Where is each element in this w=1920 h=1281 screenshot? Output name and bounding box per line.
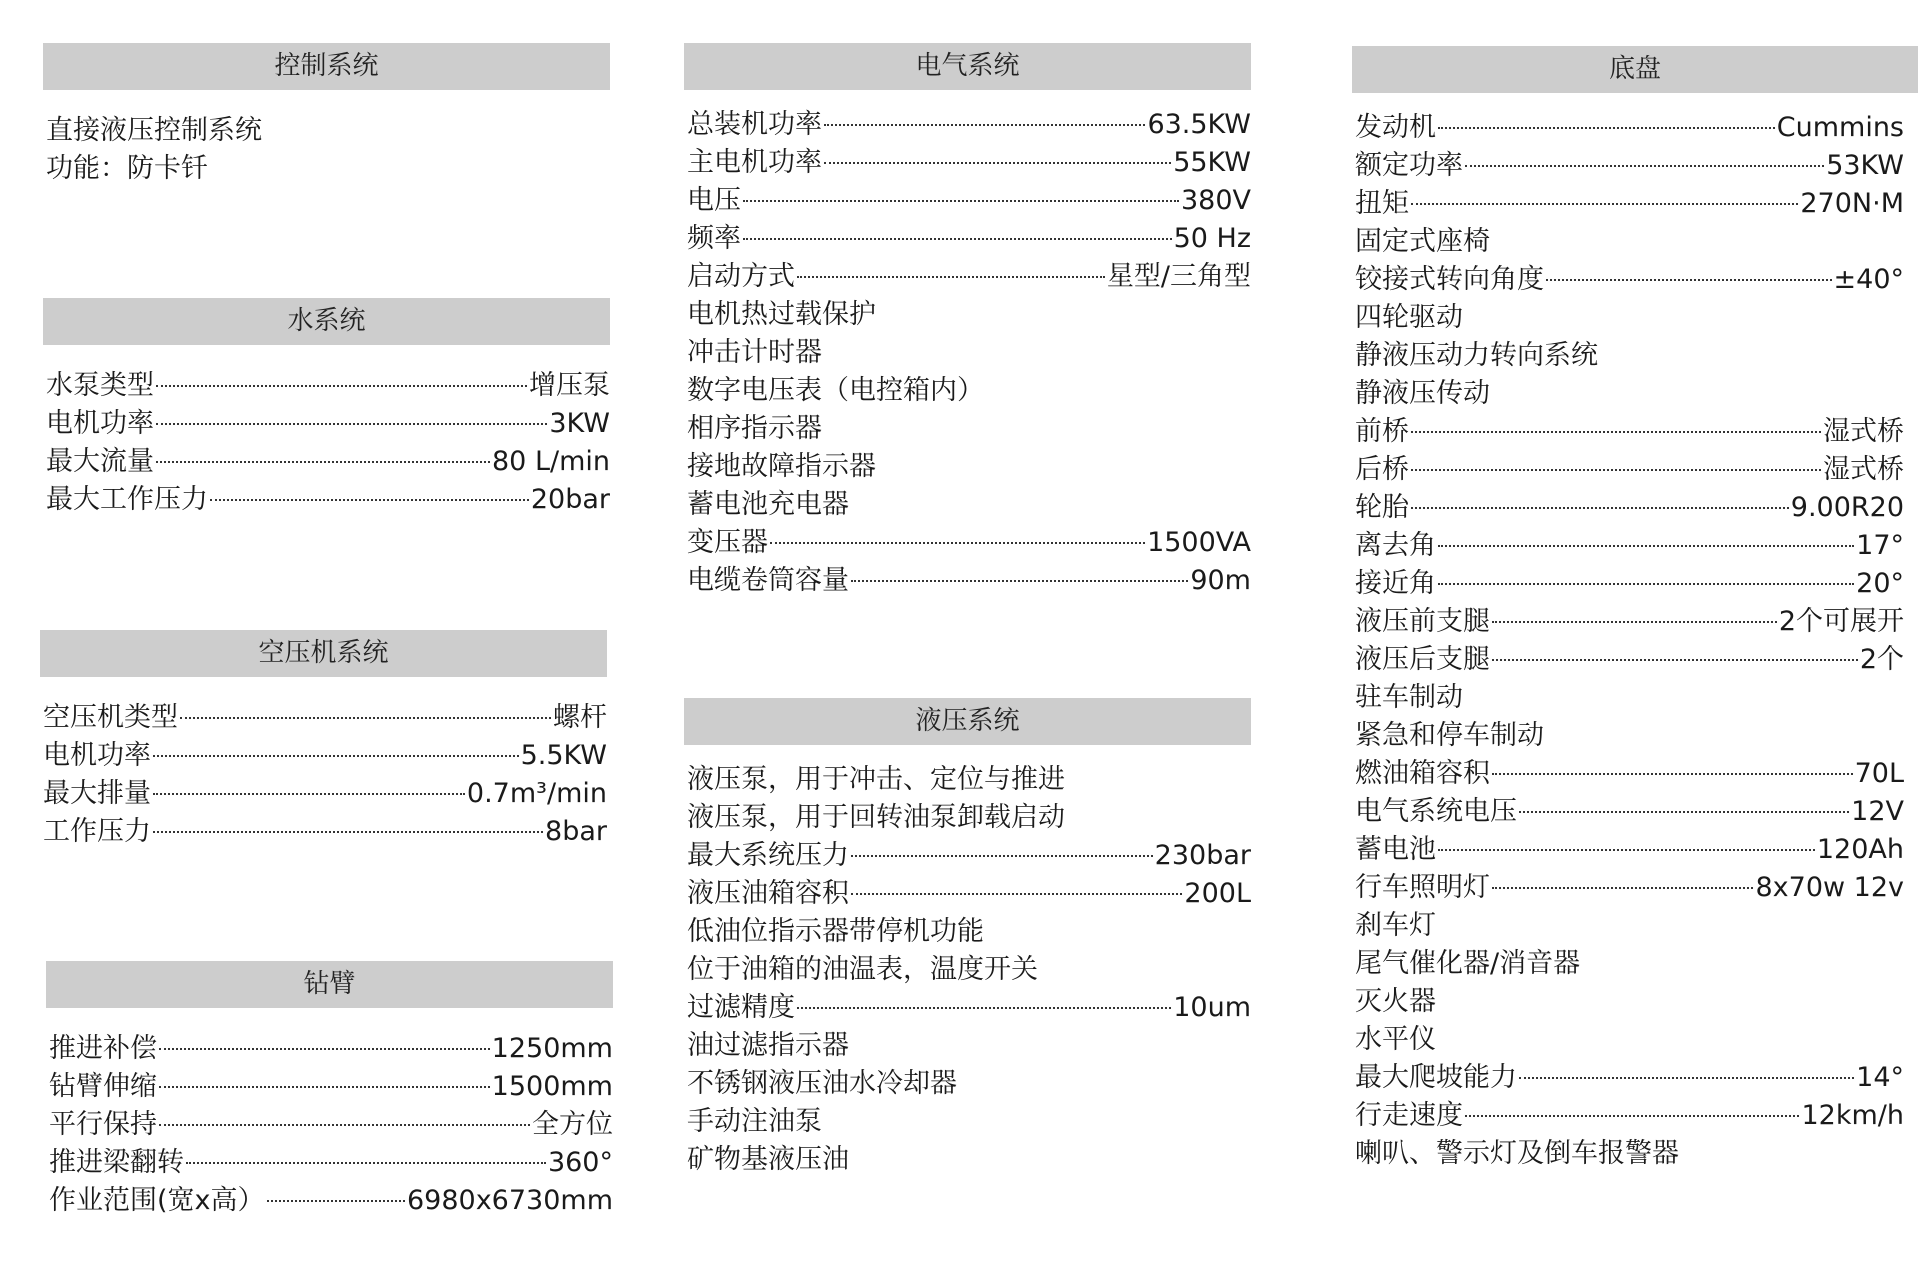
- spec-label: 最大流量: [46, 446, 154, 477]
- electric-system-specs: [684, 106, 1251, 600]
- spec-row: [1355, 717, 1904, 755]
- spec-label: 电机功率: [43, 740, 151, 771]
- dot-leader: [156, 461, 490, 463]
- spec-row: [687, 410, 1251, 448]
- spec-label: 低油位指示器带停机功能: [687, 916, 984, 947]
- spec-row: [687, 837, 1251, 875]
- dot-leader: [156, 423, 547, 425]
- dot-leader: [267, 1200, 405, 1202]
- spec-label: 接近角: [1355, 568, 1436, 599]
- spec-label: 主电机功率: [687, 147, 822, 178]
- spec-row: [1355, 299, 1904, 337]
- spec-label: 钻臂伸缩: [49, 1071, 157, 1102]
- spec-row: [687, 144, 1251, 182]
- spec-label: 启动方式: [687, 261, 795, 292]
- spec-row: [1355, 831, 1904, 869]
- spec-row: [1355, 413, 1904, 451]
- spec-label: 水泵类型: [46, 370, 154, 401]
- spec-value: 20bar: [530, 484, 610, 515]
- spec-label: 液压前支腿: [1355, 606, 1490, 637]
- spec-row: [49, 1068, 613, 1106]
- spec-label: 空压机类型: [43, 702, 178, 733]
- dot-leader: [1492, 621, 1777, 623]
- hydraulic-system-specs: [684, 761, 1251, 1179]
- dot-leader: [851, 893, 1182, 895]
- spec-row: [46, 405, 610, 443]
- spec-row: [46, 150, 610, 188]
- spec-value: 湿式桥: [1823, 416, 1904, 447]
- spec-label: 冲击计时器: [687, 337, 822, 368]
- spec-row: [687, 372, 1251, 410]
- chassis-specs: [1352, 109, 1918, 1173]
- chassis-section: [1352, 46, 1918, 1173]
- spec-row: [687, 875, 1251, 913]
- spec-label: 固定式座椅: [1355, 226, 1490, 257]
- spec-label: 蓄电池充电器: [687, 489, 849, 520]
- spec-row: [1355, 337, 1904, 375]
- spec-row: [687, 182, 1251, 220]
- spec-value: Cummins: [1776, 112, 1904, 143]
- boom-section: [46, 961, 613, 1220]
- spec-value: 20°: [1856, 568, 1904, 599]
- spec-label: 最大爬坡能力: [1355, 1062, 1517, 1093]
- dot-leader: [186, 1162, 546, 1164]
- dot-leader: [824, 124, 1145, 126]
- spec-value: 53KW: [1826, 150, 1904, 181]
- spec-value: 230bar: [1154, 840, 1251, 871]
- spec-row: [687, 1141, 1251, 1179]
- spec-label: 电压: [687, 185, 741, 216]
- chassis-header: 底盘: [1352, 46, 1918, 93]
- spec-value: 8x70w 12v: [1755, 872, 1904, 903]
- spec-row: [1355, 375, 1904, 413]
- dot-leader: [1438, 583, 1854, 585]
- water-system-section: [43, 298, 610, 519]
- spec-label: 油过滤指示器: [687, 1030, 849, 1061]
- spec-row: [1355, 983, 1904, 1021]
- air-compressor-section: [40, 630, 607, 851]
- spec-label: 变压器: [687, 527, 768, 558]
- spec-label: 后桥: [1355, 454, 1409, 485]
- spec-label: 蓄电池: [1355, 834, 1436, 865]
- spec-label: 液压后支腿: [1355, 644, 1490, 675]
- spec-value: 380V: [1180, 185, 1251, 216]
- spec-value: 200L: [1184, 878, 1251, 909]
- dot-leader: [159, 1086, 490, 1088]
- spec-value: 80 L/min: [492, 446, 610, 477]
- dot-leader: [1465, 165, 1824, 167]
- spec-row: [1355, 451, 1904, 489]
- dot-leader: [1438, 545, 1854, 547]
- spec-row: [687, 448, 1251, 486]
- spec-value: 2个: [1859, 644, 1904, 675]
- spec-label: 液压泵，用于冲击、定位与推进: [687, 764, 1065, 795]
- spec-label: 驻车制动: [1355, 682, 1463, 713]
- dot-leader: [1438, 849, 1815, 851]
- dot-leader: [159, 1048, 490, 1050]
- dot-leader: [797, 276, 1105, 278]
- water-system-header: 水系统: [43, 298, 610, 345]
- spec-value: 1500mm: [491, 1071, 613, 1102]
- dot-leader: [180, 717, 551, 719]
- spec-row: [687, 486, 1251, 524]
- spec-label: 液压油箱容积: [687, 878, 849, 909]
- spec-value: 14°: [1856, 1062, 1904, 1093]
- dot-leader: [1411, 203, 1798, 205]
- electric-system-section: [684, 43, 1251, 600]
- spec-row: [43, 737, 607, 775]
- control-system-header: 控制系统: [43, 43, 610, 90]
- spec-label: 电气系统电压: [1355, 796, 1517, 827]
- dot-leader: [210, 499, 529, 501]
- spec-row: [687, 989, 1251, 1027]
- spec-row: [1355, 565, 1904, 603]
- dot-leader: [1411, 469, 1821, 471]
- spec-value: 2个可展开: [1778, 606, 1904, 637]
- spec-value: 360°: [547, 1147, 613, 1178]
- hydraulic-system-section: [684, 698, 1251, 1179]
- spec-label: 位于油箱的油温表，温度开关: [687, 954, 1038, 985]
- dot-leader: [156, 385, 527, 387]
- spec-row: [46, 367, 610, 405]
- spec-row: [1355, 185, 1904, 223]
- spec-value: ±40°: [1833, 264, 1904, 295]
- spec-label: 尾气催化器/消音器: [1355, 948, 1581, 979]
- air-compressor-specs: [40, 699, 607, 851]
- spec-row: [43, 699, 607, 737]
- spec-row: [1355, 223, 1904, 261]
- spec-row: [49, 1030, 613, 1068]
- spec-label: 行走速度: [1355, 1100, 1463, 1131]
- dot-leader: [770, 542, 1145, 544]
- spec-value: 10um: [1173, 992, 1251, 1023]
- spec-row: [1355, 603, 1904, 641]
- spec-row: [687, 799, 1251, 837]
- spec-row: [687, 334, 1251, 372]
- spec-row: [49, 1144, 613, 1182]
- spec-label: 静液压动力转向系统: [1355, 340, 1598, 371]
- spec-label: 最大排量: [43, 778, 151, 809]
- spec-value: 1250mm: [491, 1033, 613, 1064]
- dot-leader: [1519, 1077, 1854, 1079]
- dot-leader: [1492, 659, 1858, 661]
- spec-row: [687, 951, 1251, 989]
- spec-value: 增压泵: [529, 370, 610, 401]
- electric-system-header: 电气系统: [684, 43, 1251, 90]
- spec-value: 12km/h: [1801, 1100, 1904, 1131]
- spec-value: 70L: [1854, 758, 1904, 789]
- spec-value: 90m: [1190, 565, 1251, 596]
- spec-row: [1355, 527, 1904, 565]
- spec-label: 发动机: [1355, 112, 1436, 143]
- spec-row: [1355, 489, 1904, 527]
- spec-value: 0.7m³/min: [466, 778, 607, 809]
- dot-leader: [824, 162, 1171, 164]
- dot-leader: [1492, 887, 1753, 889]
- spec-label: 灭火器: [1355, 986, 1436, 1017]
- spec-row: [687, 1065, 1251, 1103]
- spec-row: [1355, 755, 1904, 793]
- spec-row: [687, 258, 1251, 296]
- spec-label: 液压泵，用于回转油泵卸载启动: [687, 802, 1065, 833]
- spec-label: 电缆卷筒容量: [687, 565, 849, 596]
- spec-label: 前桥: [1355, 416, 1409, 447]
- spec-label: 刹车灯: [1355, 910, 1436, 941]
- spec-row: [1355, 1097, 1904, 1135]
- spec-value: 星型/三角型: [1106, 261, 1251, 292]
- spec-label: 喇叭、警示灯及倒车报警器: [1355, 1138, 1679, 1169]
- spec-row: [49, 1182, 613, 1220]
- control-system-section: [43, 43, 610, 188]
- spec-value: 6980x6730mm: [406, 1185, 613, 1216]
- spec-label: 功能：防卡钎: [46, 153, 208, 184]
- spec-value: 3KW: [549, 408, 610, 439]
- spec-row: [1355, 907, 1904, 945]
- dot-leader: [743, 238, 1172, 240]
- dot-leader: [1438, 127, 1775, 129]
- spec-label: 接地故障指示器: [687, 451, 876, 482]
- spec-row: [1355, 869, 1904, 907]
- spec-label: 电机功率: [46, 408, 154, 439]
- spec-value: 12V: [1851, 796, 1904, 827]
- spec-label: 手动注油泵: [687, 1106, 822, 1137]
- spec-value: 50 Hz: [1173, 223, 1251, 254]
- spec-row: [687, 1027, 1251, 1065]
- dot-leader: [153, 755, 519, 757]
- spec-row: [46, 443, 610, 481]
- spec-row: [46, 481, 610, 519]
- spec-label: 铰接式转向角度: [1355, 264, 1544, 295]
- spec-value: 1500VA: [1147, 527, 1251, 558]
- spec-row: [1355, 641, 1904, 679]
- dot-leader: [1411, 507, 1789, 509]
- spec-label: 矿物基液压油: [687, 1144, 849, 1175]
- spec-label: 平行保持: [49, 1109, 157, 1140]
- dot-leader: [159, 1124, 530, 1126]
- spec-value: 螺杆: [553, 702, 607, 733]
- spec-row: [687, 524, 1251, 562]
- spec-label: 工作压力: [43, 816, 151, 847]
- spec-label: 轮胎: [1355, 492, 1409, 523]
- dot-leader: [153, 831, 543, 833]
- spec-label: 电机热过载保护: [687, 299, 876, 330]
- air-compressor-header: 空压机系统: [40, 630, 607, 677]
- spec-label: 最大工作压力: [46, 484, 208, 515]
- spec-label: 作业范围(宽x高）: [49, 1185, 265, 1216]
- water-system-specs: [43, 367, 610, 519]
- spec-row: [687, 220, 1251, 258]
- spec-value: 5.5KW: [520, 740, 607, 771]
- control-system-specs: [43, 112, 610, 188]
- spec-label: 燃油箱容积: [1355, 758, 1490, 789]
- spec-label: 水平仪: [1355, 1024, 1436, 1055]
- spec-row: [687, 913, 1251, 951]
- spec-row: [687, 296, 1251, 334]
- dot-leader: [1546, 279, 1832, 281]
- dot-leader: [1492, 773, 1853, 775]
- spec-label: 数字电压表（电控箱内）: [687, 375, 984, 406]
- spec-value: 120Ah: [1816, 834, 1904, 865]
- hydraulic-system-header: 液压系统: [684, 698, 1251, 745]
- spec-label: 额定功率: [1355, 150, 1463, 181]
- spec-label: 总装机功率: [687, 109, 822, 140]
- dot-leader: [1519, 811, 1849, 813]
- dot-leader: [743, 200, 1179, 202]
- spec-row: [687, 106, 1251, 144]
- boom-header: 钻臂: [46, 961, 613, 1008]
- spec-row: [1355, 679, 1904, 717]
- dot-leader: [1411, 431, 1821, 433]
- spec-label: 过滤精度: [687, 992, 795, 1023]
- dot-leader: [153, 793, 465, 795]
- spec-row: [1355, 109, 1904, 147]
- spec-label: 紧急和停车制动: [1355, 720, 1544, 751]
- spec-row: [46, 112, 610, 150]
- spec-value: 17°: [1856, 530, 1904, 561]
- spec-row: [687, 1103, 1251, 1141]
- dot-leader: [851, 580, 1188, 582]
- spec-value: 湿式桥: [1823, 454, 1904, 485]
- spec-value: 55KW: [1173, 147, 1251, 178]
- spec-label: 扭矩: [1355, 188, 1409, 219]
- spec-row: [1355, 261, 1904, 299]
- spec-row: [1355, 1135, 1904, 1173]
- spec-row: [687, 562, 1251, 600]
- spec-label: 不锈钢液压油水冷却器: [687, 1068, 957, 1099]
- spec-row: [1355, 1059, 1904, 1097]
- spec-label: 最大系统压力: [687, 840, 849, 871]
- spec-label: 直接液压控制系统: [46, 115, 262, 146]
- spec-value: 270N·M: [1800, 188, 1904, 219]
- spec-label: 静液压传动: [1355, 378, 1490, 409]
- spec-value: 全方位: [532, 1109, 613, 1140]
- spec-label: 四轮驱动: [1355, 302, 1463, 333]
- spec-label: 离去角: [1355, 530, 1436, 561]
- spec-label: 相序指示器: [687, 413, 822, 444]
- spec-label: 推进补偿: [49, 1033, 157, 1064]
- spec-row: [1355, 1021, 1904, 1059]
- spec-value: 63.5KW: [1147, 109, 1251, 140]
- spec-row: [49, 1106, 613, 1144]
- boom-specs: [46, 1030, 613, 1220]
- dot-leader: [1465, 1115, 1799, 1117]
- dot-leader: [851, 855, 1153, 857]
- spec-label: 推进梁翻转: [49, 1147, 184, 1178]
- spec-row: [1355, 793, 1904, 831]
- spec-row: [1355, 147, 1904, 185]
- dot-leader: [797, 1007, 1171, 1009]
- spec-row: [687, 761, 1251, 799]
- spec-row: [43, 813, 607, 851]
- spec-value: 9.00R20: [1790, 492, 1904, 523]
- spec-row: [43, 775, 607, 813]
- spec-row: [1355, 945, 1904, 983]
- spec-label: 行车照明灯: [1355, 872, 1490, 903]
- spec-value: 8bar: [545, 816, 607, 847]
- spec-label: 频率: [687, 223, 741, 254]
